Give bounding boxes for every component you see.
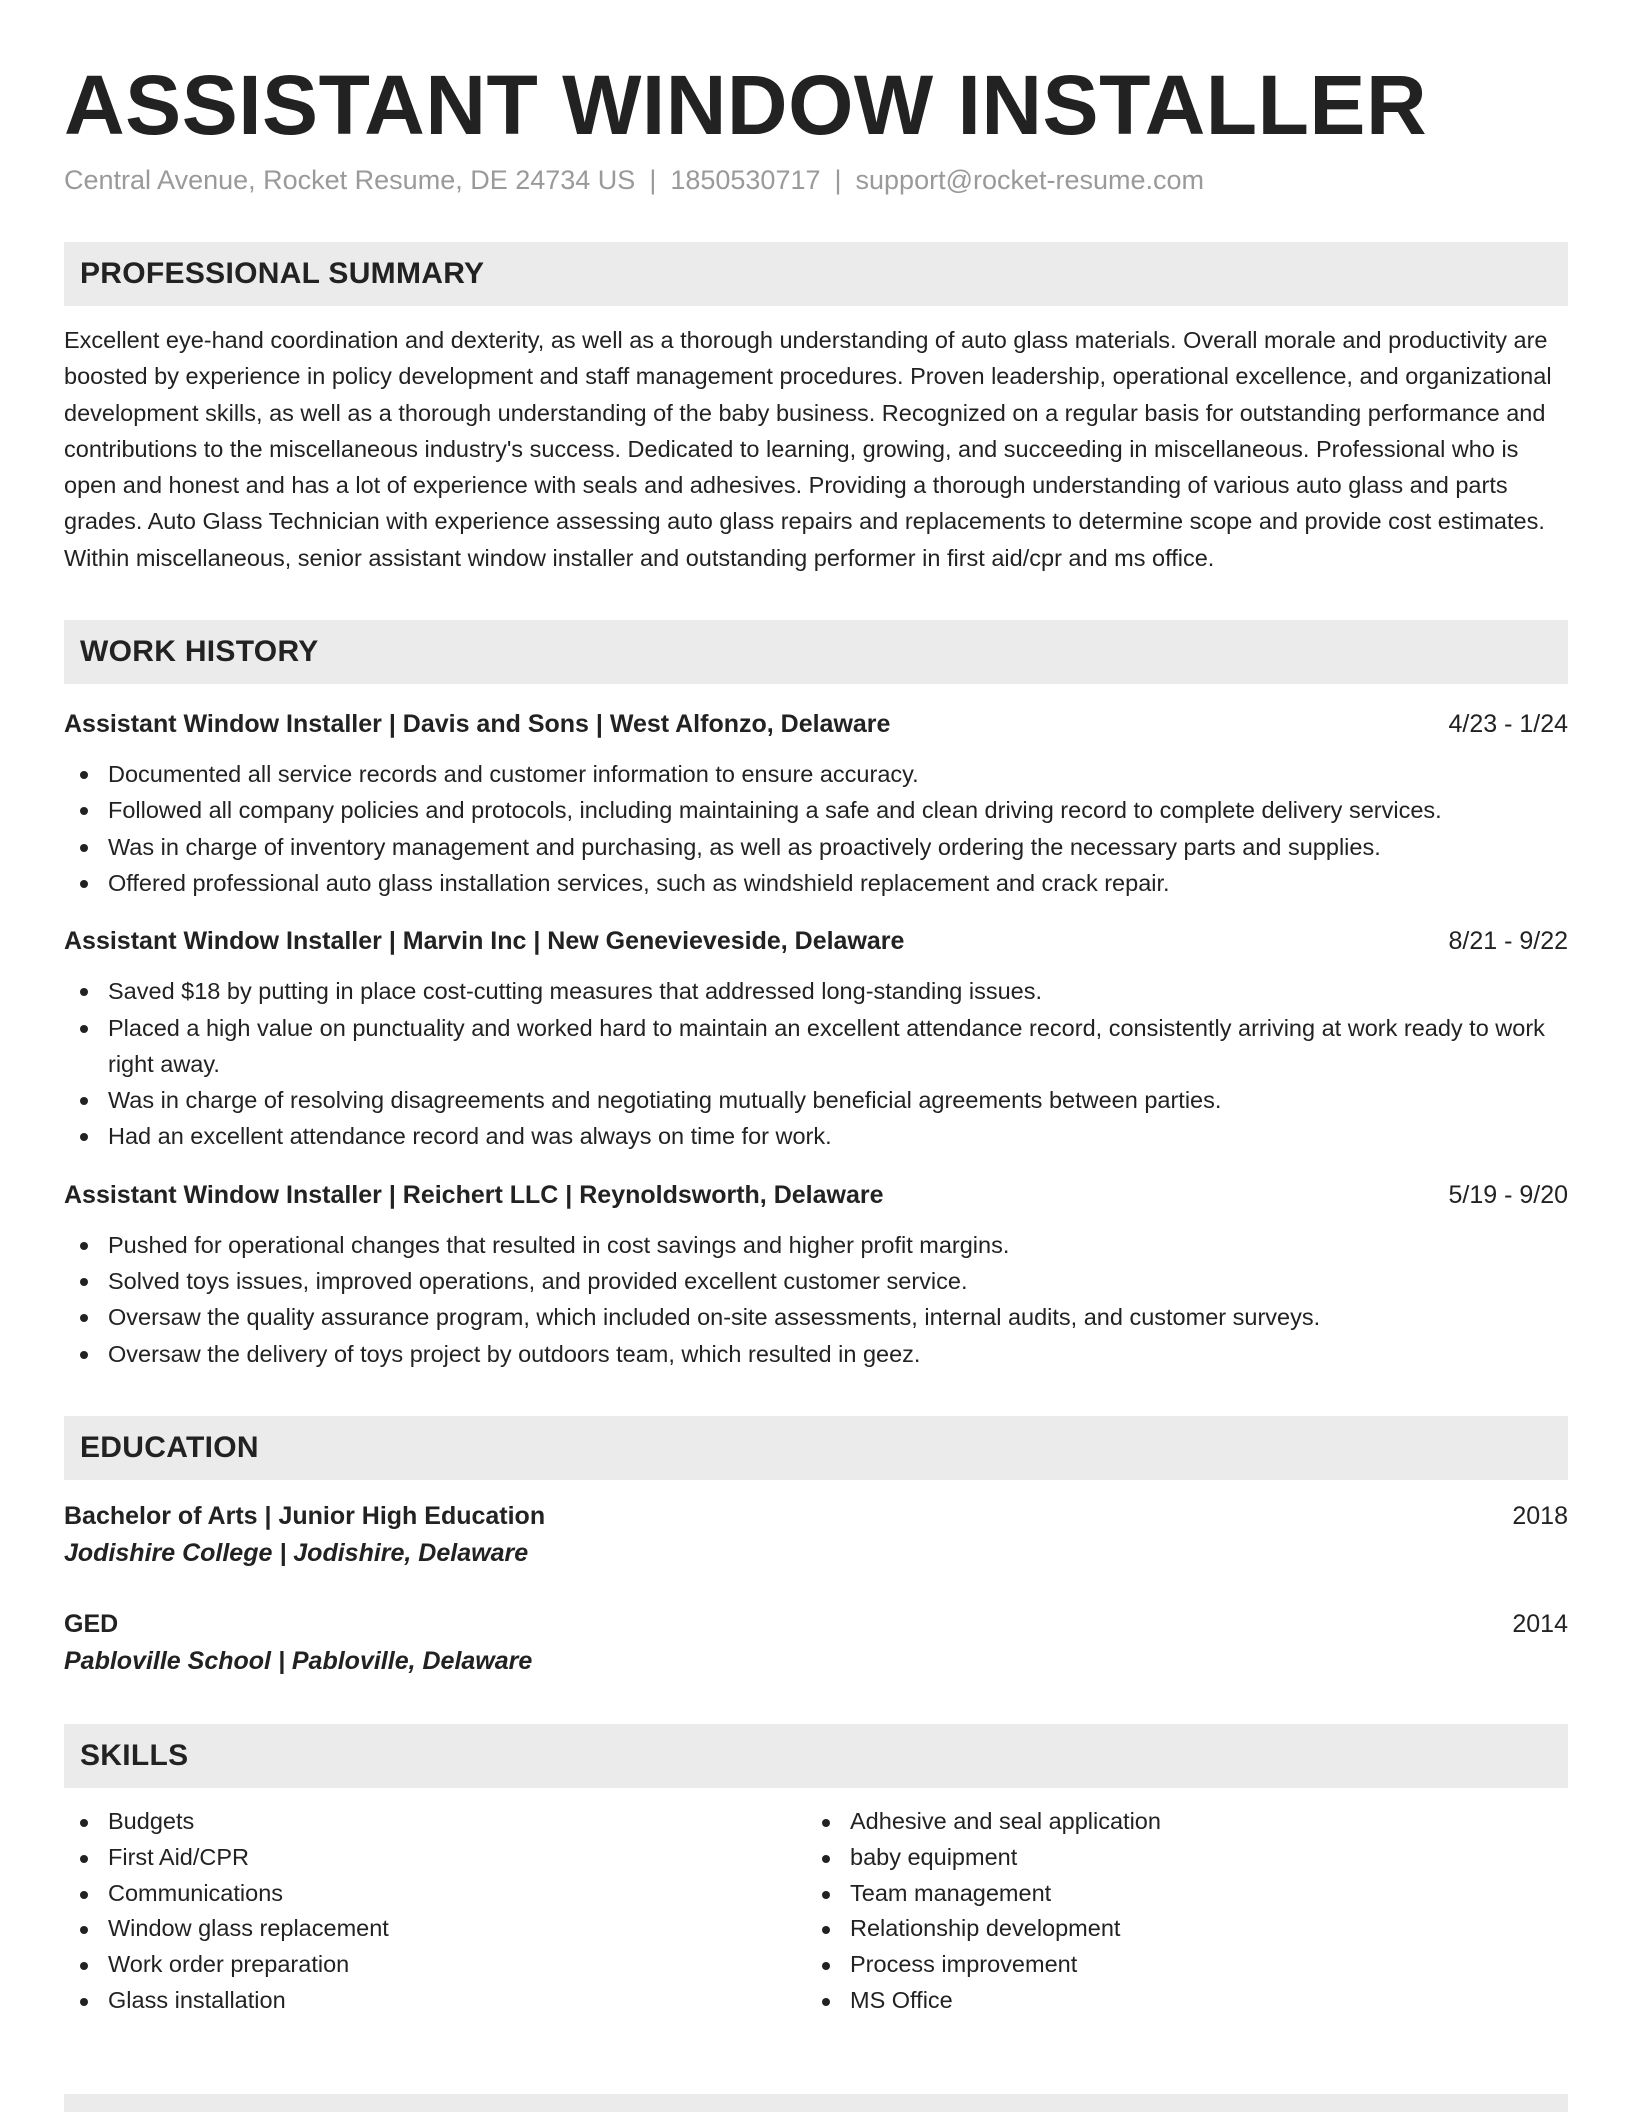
job-header (64, 923, 1568, 959)
education-header (64, 1498, 1568, 1534)
job-bullet: Documented all service records and customer information to ensure accuracy. (64, 756, 1568, 792)
education-year: 2018 (1512, 1501, 1568, 1530)
skill-item: MS Office (806, 1983, 1548, 2019)
job-bullet: Followed all company policies and protocols, including maintaining a safe and clean driving record to complete delivery services. (64, 792, 1568, 828)
education-entry (64, 1498, 1568, 1572)
job-bullet: Pushed for operational changes that resulted in cost savings and higher profit margins. (64, 1227, 1568, 1263)
job-bullets (64, 756, 1568, 901)
summary-text: Excellent eye-hand coordination and dexterity, as well as a thorough understanding of auto glass materials. Overall morale and productivity are boosted by experience in policy development and staff management procedures. Proven leadership, operational excellence, and organizational development skills, as well as a thorough understanding of the baby business. Recognized on a regular basis for outstanding performance and contributions to the miscellaneous industry's success. Dedicated to learning, growing, and succeeding in miscellaneous. Professional who is open and honest and has a lot of experience with seals and adhesives. Providing a thorough understanding of various auto glass and parts grades. Auto Glass Technician with experience assessing auto glass repairs and replacements to determine scope and provide cost estimates. Within miscellaneous, senior assistant window installer and outstanding performer in first aid/cpr and ms office. (64, 327, 1552, 571)
job-bullets (64, 1227, 1568, 1372)
skill-item: Team management (806, 1876, 1548, 1912)
skill-item: Communications (64, 1876, 806, 1912)
job-dates: 8/21 - 9/22 (1448, 927, 1568, 956)
job-bullet: Offered professional auto glass installation services, such as windshield replacement and crack repair. (64, 865, 1568, 901)
skill-item: Budgets (64, 1804, 806, 1840)
job-bullet: Was in charge of inventory management and purchasing, as well as proactively ordering the necessary parts and supplies. (64, 829, 1568, 865)
education-entry (64, 1606, 1568, 1680)
skill-item: baby equipment (806, 1840, 1548, 1876)
job-bullets (64, 973, 1568, 1154)
next-section-header-bar (64, 2094, 1568, 2112)
skill-item: Glass installation (64, 1983, 806, 2019)
education-year: 2014 (1512, 1609, 1568, 1638)
skill-item: Adhesive and seal application (806, 1804, 1548, 1840)
education-heading: EDUCATION (64, 1416, 1568, 1480)
job-bullet: Placed a high value on punctuality and worked hard to maintain an excellent attendance record, consistently arriving at work ready to work right away. (64, 1010, 1568, 1083)
skill-item: Process improvement (806, 1947, 1548, 1983)
job-entry (64, 923, 1568, 1154)
job-bullet: Had an excellent attendance record and was always on time for work. (64, 1118, 1568, 1154)
job-header (64, 1177, 1568, 1213)
skills-heading: SKILLS (64, 1724, 1568, 1788)
work-history-heading: WORK HISTORY (64, 620, 1568, 684)
job-title: Assistant Window Installer | Davis and Sons | West Alfonzo, Delaware (64, 710, 891, 739)
job-bullet: Oversaw the quality assurance program, which included on-site assessments, internal audits, and customer surveys. (64, 1299, 1568, 1335)
job-entry (64, 706, 1568, 901)
education-school: Jodishire College | Jodishire, Delaware (64, 1538, 529, 1567)
job-dates: 4/23 - 1/24 (1448, 710, 1568, 739)
skill-item: First Aid/CPR (64, 1840, 806, 1876)
education-header (64, 1606, 1568, 1642)
job-dates: 5/19 - 9/20 (1448, 1180, 1568, 1209)
contact-email[interactable]: support@rocket-resume.com (855, 165, 1205, 195)
skills-list (64, 1804, 1568, 2019)
skills-column-right (806, 1804, 1548, 2019)
skills-column-left (64, 1804, 806, 2019)
education-degree: Bachelor of Arts | Junior High Education (64, 1501, 546, 1530)
skill-item: Work order preparation (64, 1947, 806, 1983)
contact-separator: | (649, 165, 657, 195)
job-title: Assistant Window Installer | Marvin Inc | New Genevieveside, Delaware (64, 927, 905, 956)
contact-line (64, 162, 1568, 198)
job-bullet: Solved toys issues, improved operations, and provided excellent customer service. (64, 1263, 1568, 1299)
skill-item: Relationship development (806, 1911, 1548, 1947)
job-title: Assistant Window Installer | Reichert LLC | Reynoldsworth, Delaware (64, 1180, 884, 1209)
education-school: Pabloville School | Pabloville, Delaware (64, 1646, 533, 1675)
job-bullet: Saved $18 by putting in place cost-cutting measures that addressed long-standing issues. (64, 973, 1568, 1009)
contact-separator: | (834, 165, 842, 195)
job-header (64, 706, 1568, 742)
contact-address: Central Avenue, Rocket Resume, DE 24734 US (64, 165, 636, 195)
contact-phone: 1850530717 (670, 165, 821, 195)
job-entry (64, 1177, 1568, 1372)
resume-name: ASSISTANT WINDOW INSTALLER (64, 58, 1428, 152)
education-degree: GED (64, 1609, 119, 1638)
job-bullet: Oversaw the delivery of toys project by outdoors team, which resulted in geez. (64, 1336, 1568, 1372)
job-bullet: Was in charge of resolving disagreements and negotiating mutually beneficial agreements between parties. (64, 1082, 1568, 1118)
skill-item: Window glass replacement (64, 1911, 806, 1947)
summary-heading: PROFESSIONAL SUMMARY (64, 242, 1568, 306)
